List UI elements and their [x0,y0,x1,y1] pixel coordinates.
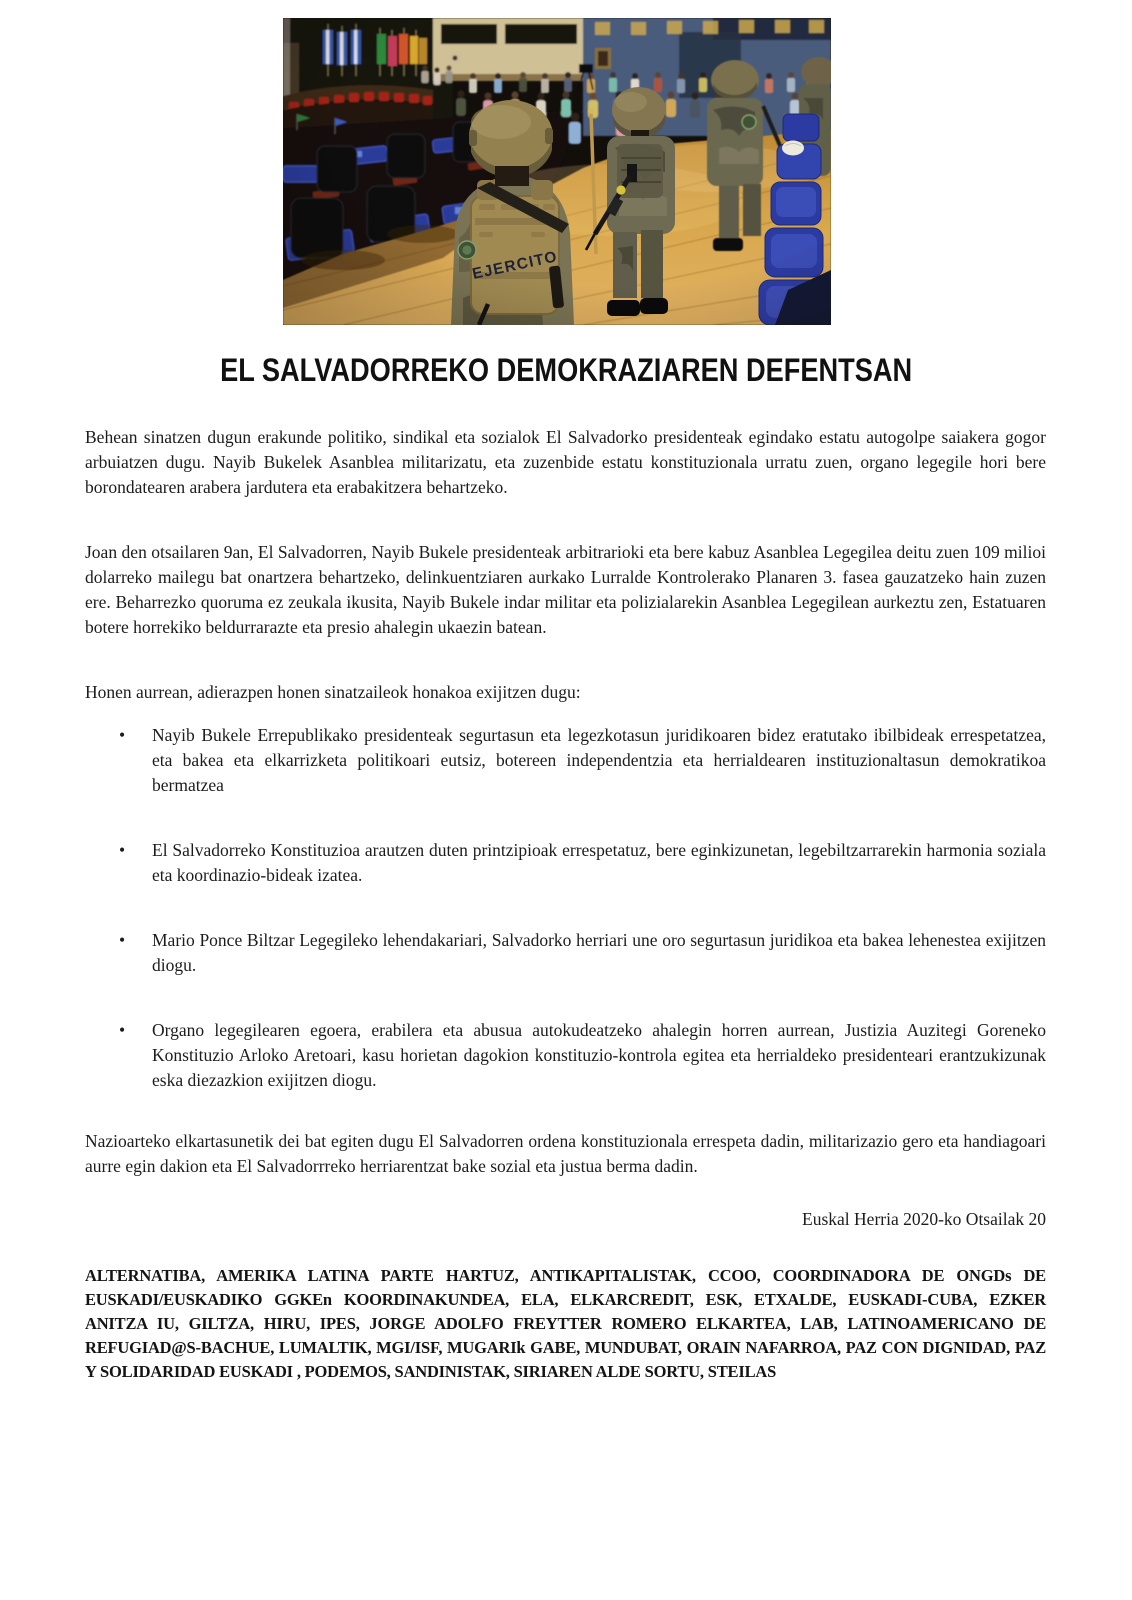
document-body [85,425,1046,1384]
demand-item-2: • El Salvadorreko Konstituzioa arautzen duten printzipioak errespetatuz, bere eginkizunetan, legebiltzarrarekin harmonia soziala eta koordinazio-bideak izatea. [152,838,1046,888]
demand-item-1: • Nayib Bukele Errepublikako presidenteak segurtasun eta legezkotasun juridikoaren bidez eratutako ibilbideak errespetatzea, eta bakea eta elkarrizketa politikoari eutsiz, botereen independentzia eta herrialdearen instituzionaltasun demokratikoa bermatzea [152,723,1046,798]
demand-item-3: • Mario Ponce Biltzar Legegileko lehendakariari, Salvadorko herriari une oro segurtasun juridikoa eta bakea lehenestea exijitzen diogu. [152,928,1046,978]
intro-line: Honen aurrean, adierazpen honen sinatzaileok honakoa exijitzen dugu: [85,682,581,702]
assembly-photo [283,18,831,325]
demand-item-4: • Organo legegilearen egoera, erabilera eta abusua autokudeatzeko ahalegin horren aurrean, Justizia Auzitegi Goreneko Konstituzio Arloko Aretoari, kasu horietan dagokion konstituzio-kontrola egitea eta herrialdeko presidenteari erantzukizunak eska diezazkion exijitzen diogu. [152,1018,1046,1093]
demands-list [85,723,1046,1093]
page-title [0,351,1132,389]
closing-paragraph: Nazioarteko elkartasunetik dei bat egiten dugu El Salvadorren ordena konstituzionala errespeta dadin, militarizazio gero eta handiagoari aurre egin dakion eta El Salvadorrreko herriarentzat bake sozial eta justua berma dadin. [85,1131,1046,1176]
signatories: ALTERNATIBA, AMERIKA LATINA PARTE HARTUZ, ANTIKAPITALISTAK, CCOO, COORDINADORA DE ONGDs DE EUSKADI/EUSKADIKO GGKEn KOORDINAKUNDEA, ELA, ELKARCREDIT, ESK, ETXALDE, EUSKADI-CUBA, EZKER ANITZA IU, GILTZA, HIRU, IPES, JORGE ADOLFO FREYTTER ROMERO ELKARTEA, LAB, LATINOAMERICANO DE REFUGIAD@S-BACHUE, LUMALTIK, MGI/ISF, MUGARIk GABE, MUNDUBAT, ORAIN NAFARROA, PAZ CON DIGNIDAD, PAZ Y SOLIDARIDAD EUSKADI , PODEMOS, SANDINISTAK, SIRIAREN ALDE SORTU, STEILAS [85,1266,1046,1381]
paragraph-1: Behean sinatzen dugun erakunde politiko, sindikal eta sozialok El Salvadorko presidenteak egindako estatu autogolpe saiakera gogor arbuiatzen dugu. Nayib Bukelek Asanblea militarizatu, eta zuzenbide estatu konstituzionala urratu zuen, organo legegile hori bere borondatearen arabera jardutera eta erabakitzera behartzeko. [85,427,1046,497]
page-title-text: EL SALVADORREKO DEMOKRAZIAREN DEFENTSAN [219,352,913,388]
dateline: Euskal Herria 2020-ko Otsailak 20 [802,1209,1046,1229]
paragraph-2: Joan den otsailaren 9an, El Salvadorren, Nayib Bukele presidenteak arbitrarioki eta bere kabuz Asanblea Legegilea deitu zuen 109 milioi dolarreko mailegu bat onartzera behartzeko, delinkuentziaren aurkako Lurralde Kontrolerako Planaren 3. fasea gauzatzeko hain zuzen ere. Beharrezko quoruma ez zeukala ikusita, Nayib Bukele indar militar eta polizialarekin Asanblea Legegilean aurkeztu zen, Estatuaren botere horrekiko beldurrarazte eta presio ahalegin ukaezin batean. [85,542,1046,637]
